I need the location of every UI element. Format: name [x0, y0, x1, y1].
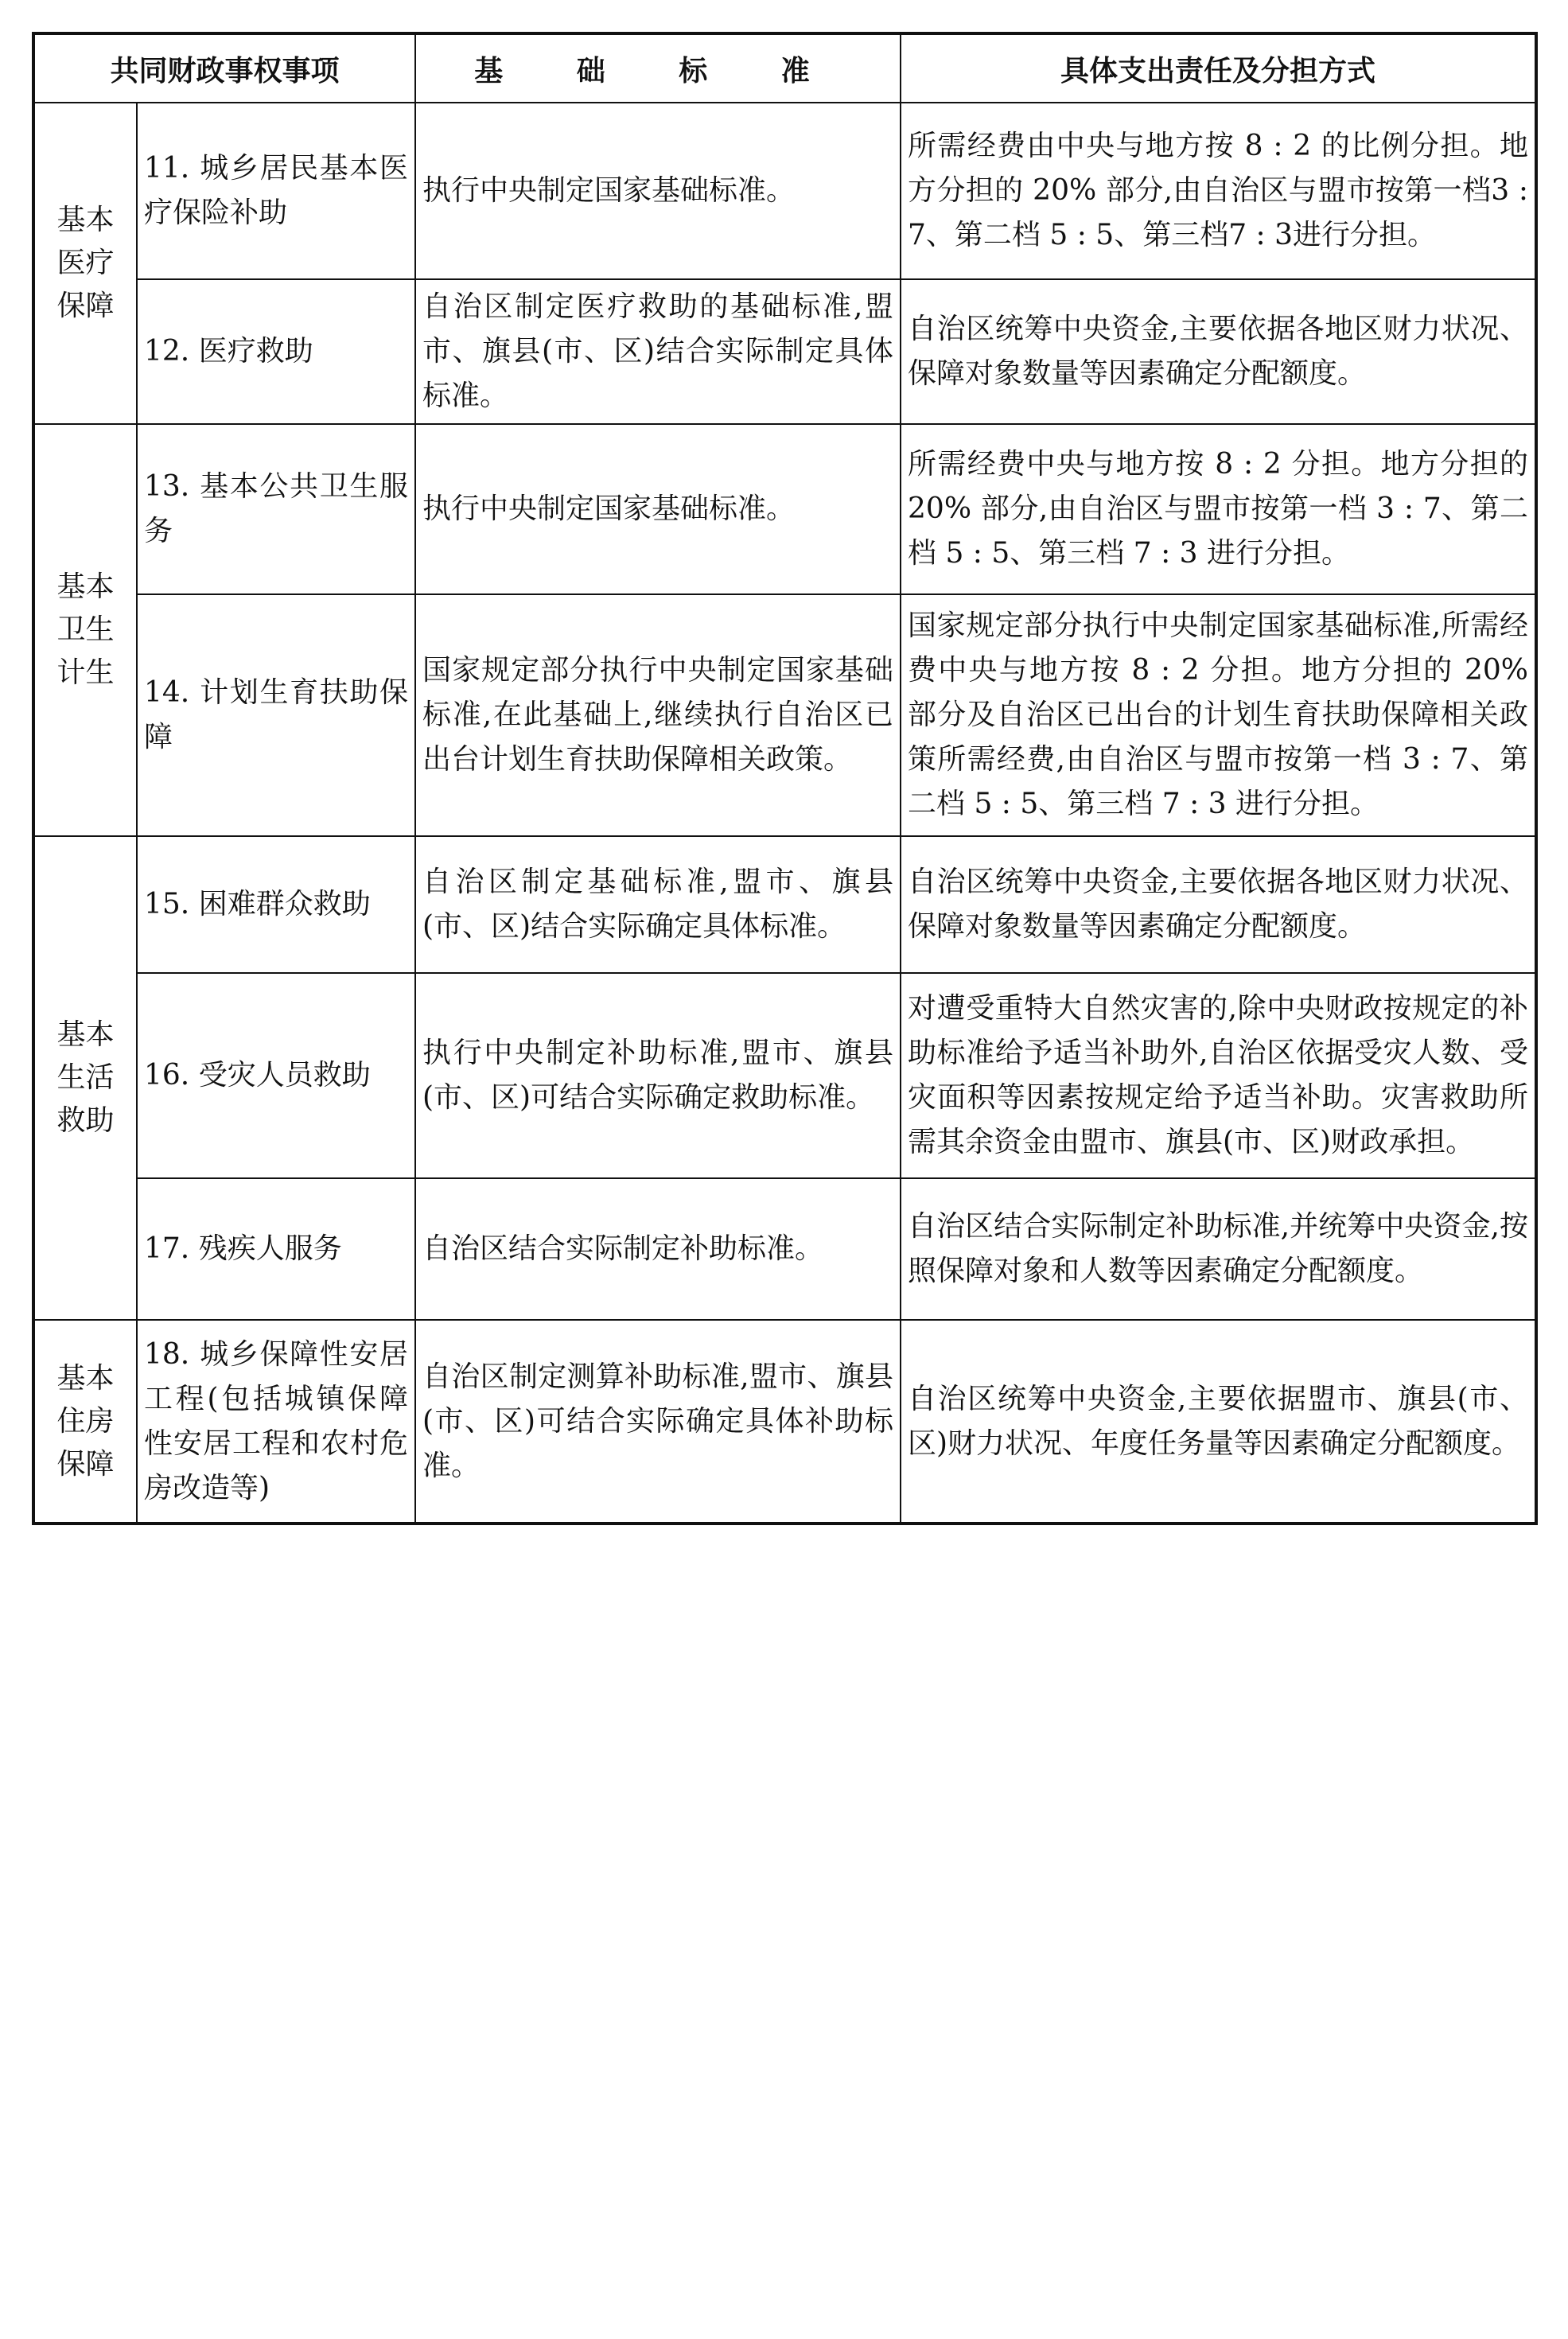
table-row: [33, 103, 1536, 279]
category-cell: [33, 424, 137, 836]
responsibility-cell: 国家规定部分执行中央制定国家基础标准,所需经费中央与地方按 8 : 2 分担。地方分担的 20% 部分及自治区已出台的计划生育扶助保障相关政策所需经费,由自治区与盟市按第一档 3 : 7、第二档 5 : 5、第三档 7 : 3 进行分担。: [901, 594, 1536, 836]
table-row: [33, 1320, 1536, 1524]
item-cell: 18. 城乡保障性安居工程(包括城镇保障性安居工程和农村危房改造等): [137, 1320, 415, 1524]
table-row: [33, 973, 1536, 1178]
header-basic-standard: 基 础 标 准: [415, 33, 901, 103]
standard-cell: 自治区制定基础标准,盟市、旗县(市、区)结合实际确定具体标准。: [415, 836, 901, 973]
standard-cell: 自治区结合实际制定补助标准。: [415, 1178, 901, 1320]
item-cell: 12. 医疗救助: [137, 279, 415, 424]
category-cell: [33, 1320, 137, 1524]
item-cell: 11. 城乡居民基本医疗保险补助: [137, 103, 415, 279]
responsibility-cell: 对遭受重特大自然灾害的,除中央财政按规定的补助标准给予适当补助外,自治区依据受灾人数、受灾面积等因素按规定给予适当补助。灾害救助所需其余资金由盟市、旗县(市、区)财政承担。: [901, 973, 1536, 1178]
item-cell: 16. 受灾人员救助: [137, 973, 415, 1178]
category-label: 基本医疗保障: [56, 204, 115, 322]
table-row: [33, 279, 1536, 424]
item-cell: 17. 残疾人服务: [137, 1178, 415, 1320]
item-cell: 13. 基本公共卫生服务: [137, 424, 415, 594]
table-header-row: [33, 33, 1536, 103]
category-cell: [33, 836, 137, 1320]
responsibility-cell: 所需经费中央与地方按 8 : 2 分担。地方分担的 20% 部分,由自治区与盟市按第一档 3 : 7、第二档 5 : 5、第三档 7 : 3 进行分担。: [901, 424, 1536, 594]
responsibility-cell: 自治区统筹中央资金,主要依据各地区财力状况、保障对象数量等因素确定分配额度。: [901, 836, 1536, 973]
category-cell: [33, 103, 137, 424]
standard-cell: 执行中央制定国家基础标准。: [415, 103, 901, 279]
header-responsibility: 具体支出责任及分担方式: [901, 33, 1536, 103]
responsibility-cell: 自治区统筹中央资金,主要依据各地区财力状况、保障对象数量等因素确定分配额度。: [901, 279, 1536, 424]
table-row: [33, 1178, 1536, 1320]
responsibility-cell: 自治区结合实际制定补助标准,并统筹中央资金,按照保障对象和人数等因素确定分配额度。: [901, 1178, 1536, 1320]
standard-cell: 自治区制定医疗救助的基础标准,盟市、旗县(市、区)结合实际制定具体标准。: [415, 279, 901, 424]
category-label: 基本卫生计生: [56, 570, 115, 689]
responsibility-cell: 自治区统筹中央资金,主要依据盟市、旗县(市、区)财力状况、年度任务量等因素确定分配额度。: [901, 1320, 1536, 1524]
standard-cell: 国家规定部分执行中央制定国家基础标准,在此基础上,继续执行自治区已出台计划生育扶助保障相关政策。: [415, 594, 901, 836]
table-row: [33, 836, 1536, 973]
table-row: [33, 594, 1536, 836]
responsibility-cell: 所需经费由中央与地方按 8 : 2 的比例分担。地方分担的 20% 部分,由自治区与盟市按第一档3 : 7、第二档 5 : 5、第三档7 : 3进行分担。: [901, 103, 1536, 279]
standard-cell: 执行中央制定国家基础标准。: [415, 424, 901, 594]
category-label: 基本住房保障: [56, 1361, 115, 1481]
standard-cell: 执行中央制定补助标准,盟市、旗县(市、区)可结合实际确定救助标准。: [415, 973, 901, 1178]
header-shared-item: 共同财政事权事项: [33, 33, 415, 103]
item-cell: 14. 计划生育扶助保障: [137, 594, 415, 836]
category-label: 基本生活救助: [56, 1018, 115, 1137]
item-cell: 15. 困难群众救助: [137, 836, 415, 973]
standard-cell: 自治区制定测算补助标准,盟市、旗县(市、区)可结合实际确定具体补助标准。: [415, 1320, 901, 1524]
fiscal-responsibility-table: [32, 32, 1538, 1525]
table-row: [33, 424, 1536, 594]
